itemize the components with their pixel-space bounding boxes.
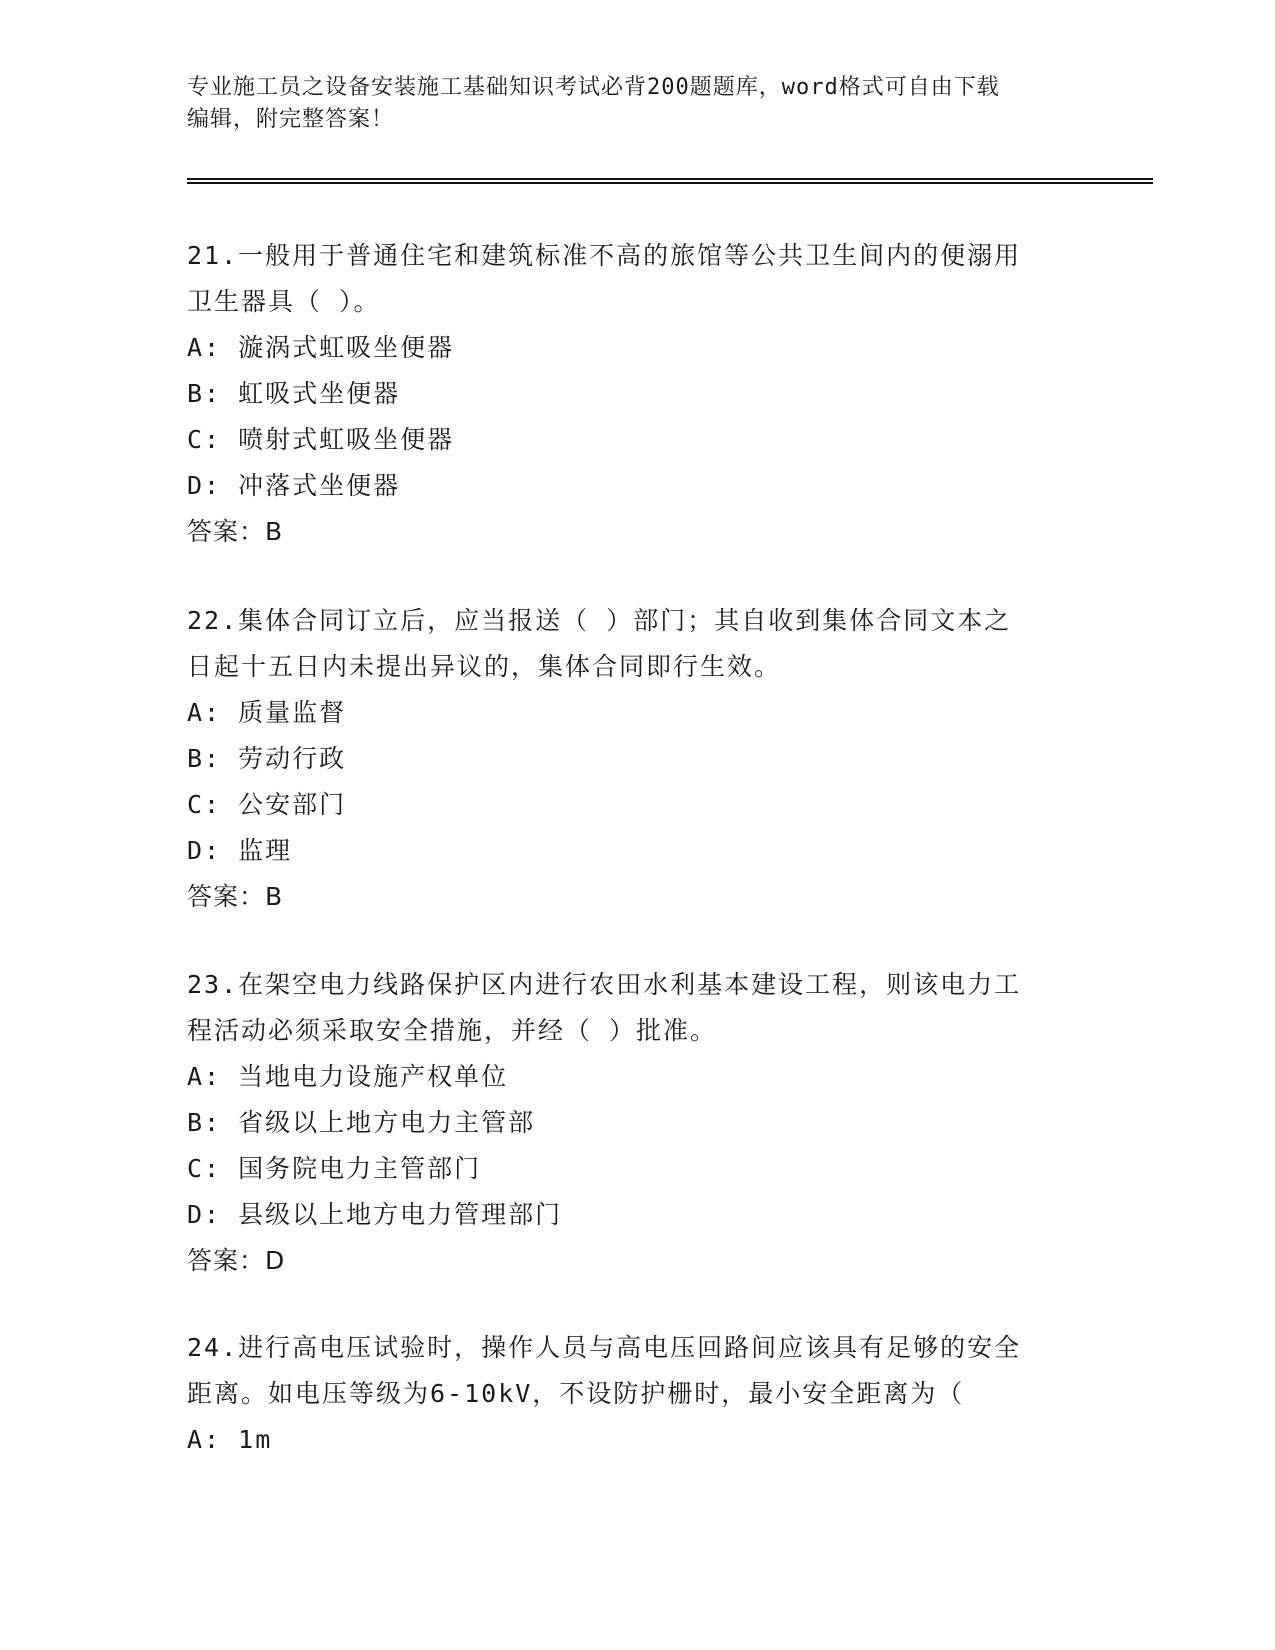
option-c: C: 国务院电力主管部门 bbox=[187, 1154, 482, 1183]
header-line-2: 编辑，附完整答案！ bbox=[187, 107, 395, 132]
option-a: A: 1m bbox=[187, 1425, 273, 1454]
question-stem-line-2: 距离。如电压等级为6-10kV，不设防护栅时，最小安全距离为（ bbox=[187, 1379, 965, 1408]
question-21 bbox=[187, 233, 1067, 555]
option-b: B: 劳动行政 bbox=[187, 744, 347, 773]
question-stem-line-1: 24.进行高电压试验时，操作人员与高电压回路间应该具有足够的安全 bbox=[187, 1333, 1022, 1362]
question-23 bbox=[187, 962, 1067, 1284]
option-c: C: 喷射式虹吸坐便器 bbox=[187, 425, 455, 454]
question-stem bbox=[187, 962, 1067, 1054]
question-stem-line-2: 日起十五日内未提出异议的，集体合同即行生效。 bbox=[187, 652, 782, 681]
question-stem bbox=[187, 598, 1067, 690]
question-24 bbox=[187, 1325, 1067, 1463]
question-stem bbox=[187, 233, 1067, 325]
option-c: C: 公安部门 bbox=[187, 790, 347, 819]
question-stem-line-1: 21.一般用于普通住宅和建筑标准不高的旅馆等公共卫生间内的便溺用 bbox=[187, 241, 1022, 270]
option-b: B: 省级以上地方电力主管部 bbox=[187, 1108, 536, 1137]
header-divider-top bbox=[187, 178, 1153, 180]
option-d: D: 监理 bbox=[187, 836, 293, 865]
document-header bbox=[187, 72, 1067, 136]
question-stem-line-2: 卫生器具（ ）。 bbox=[187, 287, 381, 316]
question-stem-line-1: 23.在架空电力线路保护区内进行农田水利基本建设工程，则该电力工 bbox=[187, 970, 1022, 999]
question-22 bbox=[187, 598, 1067, 920]
answer-text: 答案：B bbox=[187, 517, 284, 546]
answer-text: 答案：D bbox=[187, 1246, 286, 1275]
answer-text: 答案：B bbox=[187, 882, 284, 911]
option-d: D: 县级以上地方电力管理部门 bbox=[187, 1200, 563, 1229]
option-a: A: 当地电力设施产权单位 bbox=[187, 1062, 509, 1091]
question-stem bbox=[187, 1325, 1067, 1417]
question-stem-line-2: 程活动必须采取安全措施，并经（ ）批准。 bbox=[187, 1016, 718, 1045]
option-a: A: 质量监督 bbox=[187, 698, 347, 727]
option-a: A: 漩涡式虹吸坐便器 bbox=[187, 333, 455, 362]
header-line-1: 专业施工员之设备安装施工基础知识考试必背200题题库，word格式可自由下载 bbox=[187, 75, 1000, 100]
question-stem-line-1: 22.集体合同订立后，应当报送（ ）部门；其自收到集体合同文本之 bbox=[187, 606, 1012, 635]
option-b: B: 虹吸式坐便器 bbox=[187, 379, 401, 408]
header-divider-bottom bbox=[187, 182, 1153, 184]
option-d: D: 冲落式坐便器 bbox=[187, 471, 401, 500]
